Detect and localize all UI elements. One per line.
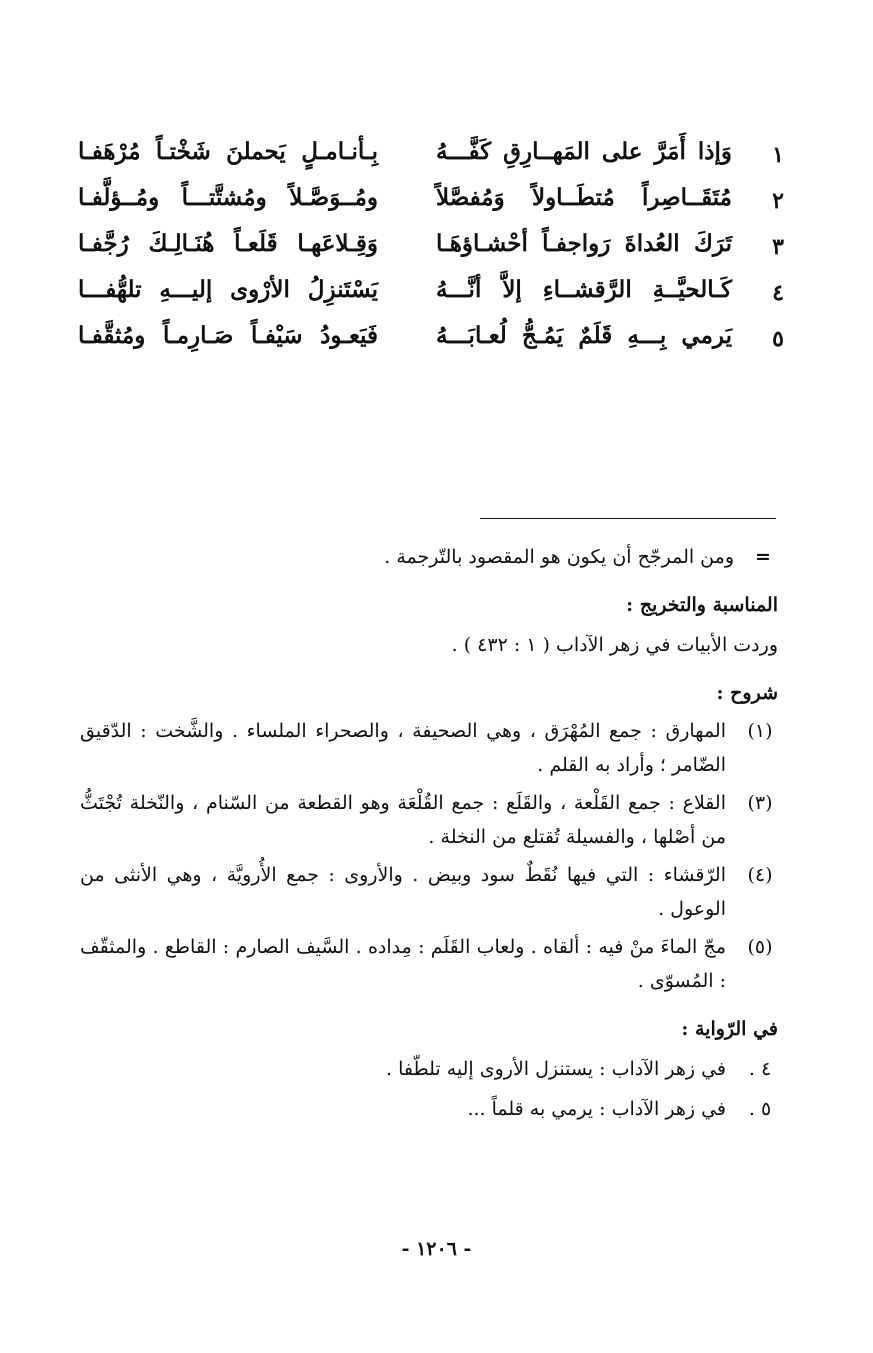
context-text: وردت الأبيات في زهر الآداب ( ١ : ٤٣٢ ) . [451, 634, 778, 656]
variant-item [80, 1052, 778, 1086]
gloss-number: (١) [747, 720, 773, 742]
gloss-number: (٤) [747, 864, 773, 886]
continuation-text: ومن المرجّح أن يكون هو المقصود بالتّرجمة . [384, 546, 734, 568]
context-heading: المناسبة والتخريج : [626, 594, 778, 616]
verse-number: ٤ [772, 280, 784, 306]
gloss-number: (٥) [747, 936, 773, 958]
gloss-number: (٣) [747, 792, 773, 814]
commentary [80, 540, 778, 1126]
second-hemistich: يَسْتَنزِلُ الأرْوى إليـــهِ تلهُّفـــا [78, 276, 378, 303]
second-hemistich: فَيَعـودُ سَيْفـاً صَـارِمـاً ومُثقَّفـا [78, 322, 378, 349]
first-hemistich: مُتَقَــاصِراً مُتطَــاولاً وَمُفصَّلاً [436, 184, 732, 211]
first-hemistich: تَرَكَ العُداةَ رَواجفـاً أحْشـاؤهَـا [436, 230, 732, 257]
page-number: - ١٢٠٦ - [401, 1238, 472, 1260]
variant-number: ٤ . [748, 1058, 772, 1080]
verse [78, 230, 790, 276]
variant-text: في زهر الآداب : يستنزل الأروى إليه تلطّفا . [386, 1058, 726, 1080]
variant-item [80, 1092, 778, 1126]
gloss-item [80, 786, 778, 854]
gloss-text: المهارق : جمع المُهْرَق ، وهي الصحيفة ، والصحراء الملساء . والشَّخت : الدّقيق الضّامر ؛ وأراد به القلم . [80, 720, 726, 776]
poem [78, 138, 790, 368]
second-hemistich: بِـأنـامـلٍ يَحملنَ شَخْتـاً مُرْهَفـا [78, 138, 378, 165]
verse [78, 184, 790, 230]
continuation-note [80, 540, 778, 574]
verse [78, 322, 790, 368]
footnote-divider [480, 518, 776, 519]
variant-text: في زهر الآداب : يرمي به قلماً ... [467, 1098, 726, 1120]
gloss-item [80, 858, 778, 926]
variant-number: ٥ . [748, 1098, 772, 1120]
verse-number: ١ [772, 142, 784, 168]
gloss-text: القلاع : جمع القَلْعة ، والقَلَع : جمع القُلْعَة وهو القطعة من السّنام ، والنّخلة تُجْتَثُّ من أصْلها ، والفسيلة تُقتلع من النخلة . [80, 792, 726, 848]
verse-number: ٥ [772, 326, 784, 352]
first-hemistich: كَـالحيَّــةِ الرَّقشــاءِ إلاَّ أنَّـــهُ [436, 276, 732, 303]
first-hemistich: وَإذا أَمَرَّ على المَهــارِقِ كَفَّـــهُ [436, 138, 732, 165]
gloss-text: مجّ الماءَ منْ فيه : ألقاه . ولعاب القَلَم : مِداده . السَّيف الصارم : القاطع . والمثقّف : المُسوّى . [80, 936, 726, 992]
glosses-heading: شروح : [716, 682, 778, 704]
gloss-item [80, 930, 778, 998]
verse-number: ٢ [772, 188, 784, 214]
verse-number: ٣ [772, 234, 784, 260]
variants-heading: في الرّواية : [681, 1018, 778, 1040]
gloss-text: الرّقشاء : التي فيها نُقَطٌ سود وبيض . والأروى : جمع الأُرويَّة ، وهي الأنثى من الوعول . [80, 864, 726, 920]
verse [78, 138, 790, 184]
first-hemistich: يَرمي بِـــهِ قَلَمٌ يَمُـجُّ لُعـابَـــهُ [436, 322, 732, 349]
second-hemistich: وَقِـلاعَهـا قَلَعـاً هُنَـالِـكَ رُجَّفـا [78, 230, 378, 257]
verse [78, 276, 790, 322]
second-hemistich: ومُــوَصَّـلاً ومُشتَّتـــاً ومُــؤلَّفـا [78, 184, 378, 211]
gloss-item [80, 714, 778, 782]
continuation-marker: = [755, 546, 771, 568]
